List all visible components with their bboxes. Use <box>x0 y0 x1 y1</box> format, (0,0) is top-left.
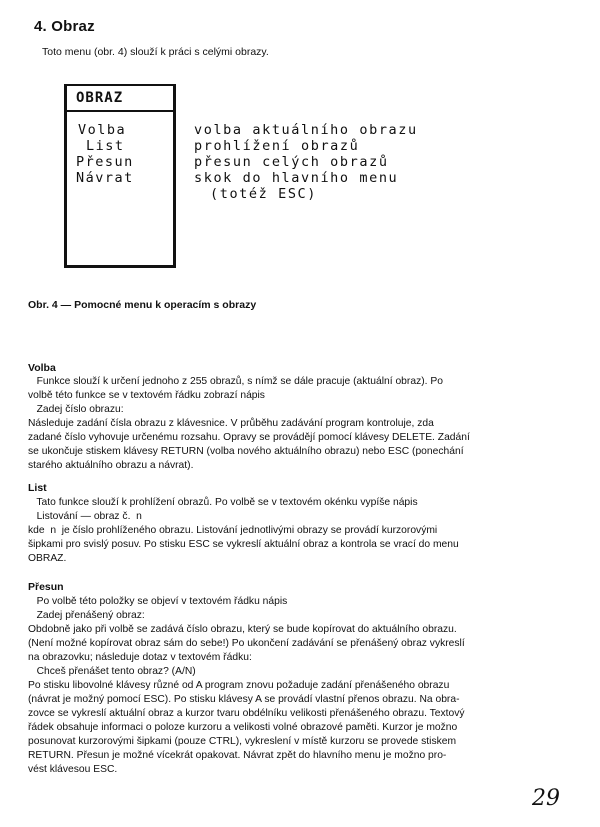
menu-item-navrat: Návrat <box>76 170 134 186</box>
presun-line-7: (návrat je možný pomocí ESC). Po stisku klávesy A se provádí vlastní přenos obrazu. Na obra- <box>28 694 460 705</box>
list-line-1: Listování — obraz č. n <box>28 511 142 522</box>
presun-line-3: (Není možné kopírovat obraz sám do sebe!) Po ukončení zadávání se přenášený obraz vykreslí <box>28 638 465 649</box>
list-line-3: šipkami pro svislý posuv. Po stisku ESC se vykreslí aktuální obraz a kontrola se vrací do menu <box>28 539 459 550</box>
volba-line-1: volbě této funkce se v textovém řádku zobrazí nápis <box>28 390 265 401</box>
presun-line-0: Po volbě této položky se objeví v textovém řádku nápis <box>28 596 288 607</box>
presun-line-4: na obrazovku; následuje dotaz v textovém řádku: <box>28 652 252 663</box>
menu-desc-list: prohlížení obrazů <box>194 138 360 154</box>
list-line-0: Tato funkce slouží k prohlížení obrazů. Po volbě se v textovém okénku vypíše nápis <box>28 497 418 508</box>
presun-line-11: RETURN. Přesun je možné vícekrát opakovat. Návrat zpět do hlavního menu je možno pro- <box>28 750 447 761</box>
volba-line-2: Zadej číslo obrazu: <box>28 404 124 415</box>
list-line-2: kde n je číslo prohlíženého obrazu. Listování jednotlivými obrazy se provádí kurzorovými <box>28 525 438 536</box>
menu-item-presun: Přesun <box>76 154 134 170</box>
presun-line-2: Obdobně jako při volbě se zadává číslo obrazu, který se bude kopírovat do aktuálního obrazu. <box>28 624 457 635</box>
presun-line-12: vést klávesou ESC. <box>28 764 118 775</box>
section-title-presun: Přesun <box>28 581 64 593</box>
menu-desc-presun: přesun celých obrazů <box>194 154 389 170</box>
menu-desc-esc-note: (totéž ESC) <box>210 186 318 202</box>
volba-line-4: zadané číslo vyhovuje určenému rozsahu. Opravy se provádějí pomocí klávesy DELETE. Zadání <box>28 432 470 443</box>
section-heading: 4. Obraz <box>34 18 95 35</box>
menu-title: OBRAZ <box>76 90 124 106</box>
presun-line-1: Zadej přenášený obraz: <box>28 610 145 621</box>
page-number: 29 <box>532 786 560 811</box>
intro-text: Toto menu (obr. 4) slouží k práci s celými obrazy. <box>42 46 269 58</box>
menu-desc-navrat: skok do hlavního menu <box>194 170 399 186</box>
figure-caption: Obr. 4 — Pomocné menu k operacím s obrazy <box>28 299 257 311</box>
volba-line-5: se ukončuje stiskem klávesy RETURN (volba nového aktuálního obrazu) nebo ESC (ponechání <box>28 446 464 457</box>
section-title-list: List <box>28 482 47 494</box>
presun-line-10: posunovat kurzorovými šipkami (pouze CTRL), vykreslení v místě kurzoru se provede stiskem <box>28 736 457 747</box>
presun-line-9: řádek obsahuje informaci o poloze kurzoru a velikosti volné obrazové paměti. Kurzor je možno <box>28 722 458 733</box>
volba-line-0: Funkce slouží k určení jednoho z 255 obrazů, s nímž se dále pracuje (aktuální obraz). Po <box>28 376 443 387</box>
list-line-4: OBRAZ. <box>28 553 67 564</box>
volba-line-3: Následuje zadání čísla obrazu z klávesnice. V průběhu zadávání program kontroluje, zda <box>28 418 434 429</box>
presun-line-8: zovce se vykreslí aktuální obraz a kurzor tvaru obdélníku velikosti přenášeného obrazu. Textový <box>28 708 465 719</box>
presun-line-6: Po stisku libovolné klávesy různé od A program znovu požaduje zadání přenášeného obrazu <box>28 680 450 691</box>
presun-line-5: Chceš přenášet tento obraz? (A/N) <box>28 666 196 677</box>
volba-line-6: starého aktuálního obrazu a návrat). <box>28 460 194 471</box>
section-title-volba: Volba <box>28 362 56 374</box>
menu-desc-volba: volba aktuálního obrazu <box>194 122 418 138</box>
menu-item-list: List <box>86 138 125 154</box>
menu-item-volba: Volba <box>78 122 127 138</box>
